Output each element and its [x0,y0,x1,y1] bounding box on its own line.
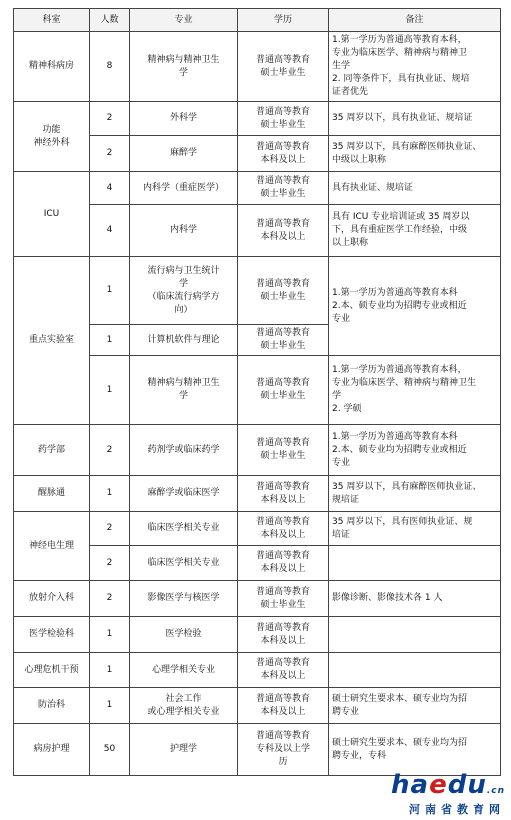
notes-cell [329,136,501,172]
department-cell: 放射介入科 [14,581,90,617]
education-cell [238,356,329,425]
count-cell: 1 [90,325,130,356]
notes-cell [329,476,501,512]
notes-cell [329,257,501,356]
major-cell [130,724,238,776]
department-cell: 功能 神经外科 [14,102,90,172]
cell-line: 学 [332,391,342,401]
watermark-part: e [429,770,448,800]
cell-line: 学 [178,67,188,78]
cell-line: 专科及以上学 [255,744,310,754]
cell-line: 硕士毕业生 [260,341,306,351]
table-row [14,512,501,546]
department-cell: 医学检验科 [14,617,90,653]
major-cell [130,325,238,356]
department-cell: 药学部 [14,425,90,476]
cell-line: 精神病与精神卫生 [147,54,220,65]
cell-line: 影像诊断、影像技术各 1 人 [332,593,443,603]
education-cell [238,476,329,512]
cell-line: 普通高等教育 [255,378,310,388]
cell-line: 学 [178,391,188,401]
cell-line: 普通高等教育 [255,278,310,289]
count-cell: 1 [90,257,130,325]
education-cell [238,653,329,688]
table-row [14,32,501,102]
cell-line: 35 周岁以下，具有麻醉医师执业证、 [332,481,482,492]
department-cell: 神经电生理 [14,512,90,581]
major-cell [130,512,238,546]
cell-line: 药剂学或临床药学 [147,444,220,455]
major-cell [130,688,238,724]
notes-cell [329,425,501,476]
table-header-row [14,9,501,32]
cell-line: 影像医学与核医学 [147,593,220,603]
major-cell [130,653,238,688]
cell-line: 外科学 [169,113,197,123]
table-row [14,581,501,617]
cell-line: 本科及以上 [260,154,306,165]
cell-line: 普通高等教育 [255,54,310,65]
notes-cell [329,172,501,205]
count-cell: 2 [90,102,130,136]
cell-line: 精神病与精神卫生 [147,378,220,388]
cell-line: 流行病与卫生统计 [147,265,220,276]
cell-line: 内科学 [169,225,197,235]
cell-line: 1.第一学历为普通高等教育本科， [332,35,467,45]
cell-line: 本科及以上 [260,494,306,505]
cell-line: 2. 同等条件下，具有执业证、规培 [332,74,470,84]
department-cell: 精神科病房 [14,32,90,102]
cell-line: 专业为临床医学、精神病与精神卫生 [332,378,477,388]
cell-line: 中级以上职称 [332,154,387,165]
cell-line: 普通高等教育 [255,328,310,338]
notes-cell [329,512,501,546]
recruitment-table [13,8,501,776]
cell-line: 内科学（重症医学） [142,182,224,193]
count-cell: 4 [90,172,130,205]
header-education: 学历 [238,9,329,32]
watermark-part: .cn [486,786,505,796]
notes-cell [329,688,501,724]
cell-line: 硕士毕业生 [260,119,306,130]
major-cell [130,257,238,325]
count-cell: 2 [90,425,130,476]
cell-line: 本科及以上 [260,671,306,681]
education-cell [238,325,329,356]
table-row [14,425,501,476]
department-cell: ICU [14,172,90,257]
cell-line: 生学 [332,61,351,71]
cell-line: 本科及以上 [260,564,306,574]
education-cell [238,257,329,325]
count-cell: 2 [90,546,130,581]
major-cell [130,617,238,653]
cell-line: 培证 [332,529,351,540]
cell-line: 规培证 [332,494,360,505]
recruitment-table-container [13,8,500,776]
cell-line: 普通高等教育 [255,481,310,492]
cell-line: 硕士毕业生 [260,189,306,199]
department-cell: 病房护理 [14,724,90,776]
table-row [14,617,501,653]
cell-line: 1.第一学历为普通高等教育本科 [332,287,458,298]
table-row [14,688,501,724]
cell-line: 硕士毕业生 [260,67,306,78]
count-cell: 1 [90,476,130,512]
watermark-part: ha [391,770,430,800]
header-major: 专业 [130,9,238,32]
notes-cell [329,724,501,776]
cell-line: 聘专业 [332,706,360,717]
cell-line: 专业 [332,457,351,468]
cell-line: 社会工作 [165,693,202,704]
watermark-subtitle: 河南省教育网 [409,803,505,816]
count-cell: 50 [90,724,130,776]
cell-line: 硕士研究生要求本、硕专业均为招 [332,737,468,748]
cell-line: 下，具有重症医学工作经验，中级 [332,225,468,235]
major-cell [130,102,238,136]
cell-line: 普通高等教育 [255,622,310,633]
cell-line: 普通高等教育 [255,516,310,527]
count-cell: 1 [90,356,130,425]
cell-line: 或心理学相关专业 [147,706,220,717]
cell-line: 硕士研究生要求本、硕专业均为招 [332,693,468,704]
table-row [14,172,501,205]
cell-line: 历 [278,757,288,767]
major-cell [130,32,238,102]
cell-line: 硕士毕业生 [260,451,306,461]
cell-line: 本科及以上 [260,529,306,540]
cell-line: 具有执业证、规培证 [332,182,414,193]
notes-cell [329,581,501,617]
notes-cell [329,102,501,136]
cell-line: 普通高等教育 [255,693,310,704]
education-cell [238,32,329,102]
count-cell: 1 [90,688,130,724]
cell-line: 1.第一学历为普通高等教育本科， [332,365,467,375]
cell-line: 以上职称 [332,238,369,248]
watermark-logo [391,772,505,816]
cell-line: 普通高等教育 [255,551,310,561]
count-cell: 4 [90,205,130,257]
header-notes: 备注 [329,9,501,32]
cell-line: 普通高等教育 [255,438,310,448]
cell-line: 学 [178,278,188,289]
count-cell: 2 [90,581,130,617]
education-cell [238,724,329,776]
table-body [14,32,501,776]
cell-line: 本科及以上 [260,635,306,646]
cell-line: 麻醉学或临床医学 [147,488,220,498]
header-count: 人数 [90,9,130,32]
cell-line: 专业 [332,313,351,324]
count-cell: 2 [90,136,130,172]
cell-line: 35 周岁以下，具有医师执业证、规 [332,516,473,527]
education-cell [238,102,329,136]
cell-line: 普通高等教育 [255,141,310,152]
cell-line: 硕士毕业生 [260,291,306,302]
cell-line: 证者优先 [332,87,369,97]
education-cell [238,512,329,546]
cell-line: 心理学相关专业 [151,664,215,675]
department-cell: 重点实验室 [14,257,90,425]
department-cell: 心理危机干预 [14,653,90,688]
cell-line: 2.本、硕专业均为招聘专业或相近 [332,444,467,455]
cell-line: 医学检验 [165,629,202,639]
cell-line: 硕士毕业生 [260,599,306,610]
cell-line: 2. 学硕 [332,404,362,414]
cell-line: 专业为临床医学、精神病与精神卫 [332,48,468,58]
cell-line: 麻醉学 [169,148,197,158]
header-department: 科室 [14,9,90,32]
cell-line: 聘专业，专科 [332,750,387,761]
notes-cell [329,617,501,653]
major-cell [130,425,238,476]
cell-line: 35 周岁以下，具有执业证、规培证 [332,113,473,123]
education-cell [238,172,329,205]
cell-line: 硕士毕业生 [260,391,306,401]
education-cell [238,425,329,476]
department-cell: 防治科 [14,688,90,724]
table-row [14,257,501,325]
major-cell [130,356,238,425]
cell-line: （临床流行病学方 [147,291,220,302]
count-cell: 1 [90,617,130,653]
cell-line: 普通高等教育 [255,106,310,117]
cell-line: 普通高等教育 [255,218,310,229]
notes-cell [329,205,501,257]
notes-cell [329,546,501,581]
education-cell [238,136,329,172]
cell-line: 2.本、硕专业均为招聘专业或相近 [332,300,467,311]
table-row [14,102,501,136]
cell-line: 计算机软件与理论 [147,334,220,345]
education-cell [238,617,329,653]
notes-cell [329,653,501,688]
major-cell [130,476,238,512]
cell-line: 护理学 [169,744,197,754]
major-cell [130,205,238,257]
major-cell [130,172,238,205]
count-cell: 2 [90,512,130,546]
table-row [14,653,501,688]
major-cell [130,546,238,581]
cell-line: 普通高等教育 [255,586,310,597]
education-cell [238,546,329,581]
watermark-part: du [447,770,487,800]
major-cell [130,581,238,617]
cell-line: 1.第一学历为普通高等教育本科 [332,431,458,442]
cell-line: 临床医学相关专业 [147,523,220,533]
department-cell: 醒脉通 [14,476,90,512]
cell-line: 本科及以上 [260,706,306,717]
cell-line: 本科及以上 [260,231,306,242]
major-cell [130,136,238,172]
notes-cell [329,32,501,102]
cell-line: 35 周岁以下，具有麻醉医师执业证、 [332,141,482,152]
cell-line: 临床医学相关专业 [147,557,220,568]
table-row [14,724,501,776]
education-cell [238,205,329,257]
cell-line: 普通高等教育 [255,731,310,741]
count-cell: 1 [90,653,130,688]
count-cell: 8 [90,32,130,102]
watermark-brand [391,772,505,804]
education-cell [238,581,329,617]
notes-cell [329,356,501,425]
cell-line: 普通高等教育 [255,176,310,186]
cell-line: 具有 ICU 专业培训证或 35 周岁以 [332,212,470,222]
education-cell [238,688,329,724]
table-row [14,476,501,512]
cell-line: 普通高等教育 [255,658,310,668]
cell-line: 向） [174,304,193,315]
